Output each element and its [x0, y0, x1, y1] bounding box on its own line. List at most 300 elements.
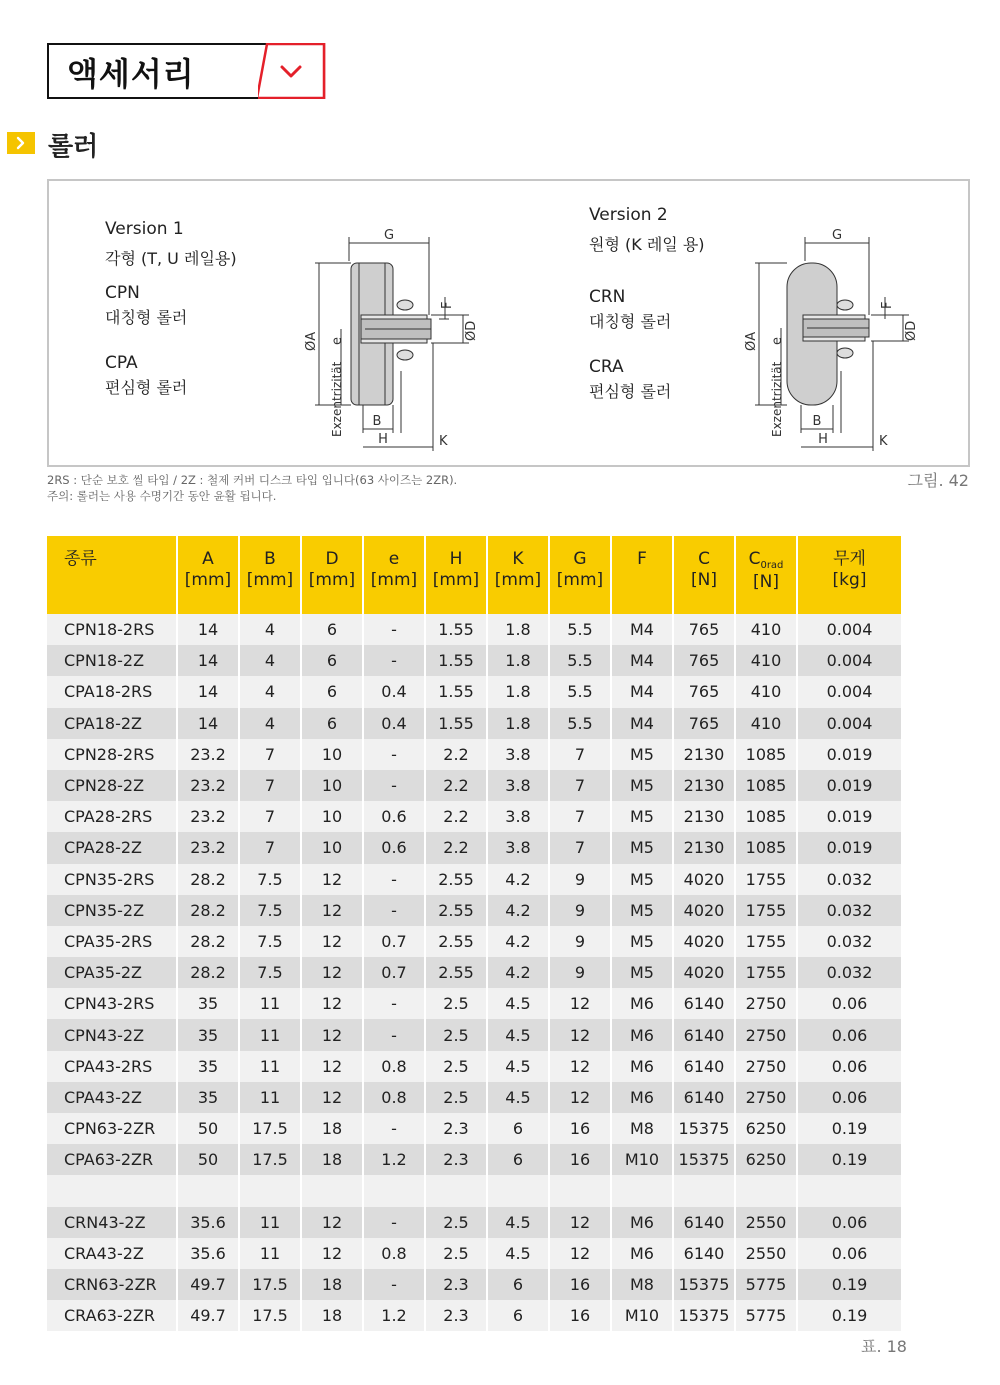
- value-cell: 4.2: [488, 926, 548, 957]
- value-cell: 3.8: [488, 770, 548, 801]
- header-unit: [mm]: [184, 570, 232, 590]
- type-cell: CPN63-2ZR: [47, 1113, 176, 1144]
- table-header-cell: [736, 536, 796, 614]
- value-cell: 5775: [736, 1269, 796, 1300]
- value-cell: 5.5: [550, 614, 610, 645]
- value-cell: 1755: [736, 864, 796, 895]
- table-header-cell: [178, 536, 238, 614]
- value-cell: 15375: [674, 1144, 734, 1175]
- value-cell: 0.032: [798, 864, 901, 895]
- value-cell: -: [364, 1269, 424, 1300]
- type-cell: CPN43-2Z: [47, 1019, 176, 1050]
- value-cell: 7.5: [240, 895, 300, 926]
- table-header-cell: [488, 536, 548, 614]
- value-cell: M6: [612, 988, 672, 1019]
- value-cell: 4.5: [488, 988, 548, 1019]
- type-cell: CPA43-2Z: [47, 1082, 176, 1113]
- table-row: [47, 614, 901, 645]
- dim-exzentrizitat-v2: Exzentrizität: [770, 361, 784, 437]
- value-cell: 1755: [736, 926, 796, 957]
- value-cell: 12: [302, 1051, 362, 1082]
- value-cell: 10: [302, 801, 362, 832]
- version2-desc2: 편심형 롤러: [589, 382, 672, 401]
- value-cell: 0.032: [798, 895, 901, 926]
- page-title: 액세서리: [67, 55, 195, 93]
- type-cell: CPA28-2Z: [47, 832, 176, 863]
- type-cell: CPN28-2Z: [47, 770, 176, 801]
- value-cell: M5: [612, 895, 672, 926]
- value-cell: 6140: [674, 1082, 734, 1113]
- value-cell: 0.8: [364, 1238, 424, 1269]
- dim-F-v1: F: [440, 301, 455, 309]
- value-cell: 12: [302, 926, 362, 957]
- header-subscript: 0rad: [760, 560, 784, 571]
- value-cell: 4.2: [488, 864, 548, 895]
- value-cell: -: [364, 645, 424, 676]
- value-cell: M5: [612, 926, 672, 957]
- value-cell: M5: [612, 957, 672, 988]
- value-cell: 11: [240, 1019, 300, 1050]
- value-cell: 1.8: [488, 676, 548, 707]
- value-cell: 4020: [674, 864, 734, 895]
- type-cell: CRN43-2Z: [47, 1207, 176, 1238]
- value-cell: 5.5: [550, 645, 610, 676]
- value-cell: M5: [612, 770, 672, 801]
- dim-D-v2: ØD: [904, 320, 919, 341]
- value-cell: 7: [550, 832, 610, 863]
- value-cell: 23.2: [178, 739, 238, 770]
- value-cell: -: [364, 1113, 424, 1144]
- value-cell: 11: [240, 1051, 300, 1082]
- value-cell: 2550: [736, 1238, 796, 1269]
- table-spacer-cell: [674, 1175, 734, 1206]
- value-cell: 18: [302, 1300, 362, 1331]
- value-cell: 6: [302, 708, 362, 739]
- value-cell: 765: [674, 614, 734, 645]
- table-spacer-cell: [364, 1175, 424, 1206]
- value-cell: 6250: [736, 1144, 796, 1175]
- value-cell: M5: [612, 739, 672, 770]
- value-cell: M4: [612, 708, 672, 739]
- header-unit: [N]: [691, 570, 717, 590]
- value-cell: 16: [550, 1113, 610, 1144]
- type-cell: CPA18-2RS: [47, 676, 176, 707]
- value-cell: 9: [550, 926, 610, 957]
- value-cell: 9: [550, 957, 610, 988]
- value-cell: M4: [612, 645, 672, 676]
- value-cell: 4.5: [488, 1019, 548, 1050]
- value-cell: 7: [550, 770, 610, 801]
- value-cell: 6: [302, 645, 362, 676]
- table-header-cell: [612, 536, 672, 614]
- value-cell: 2130: [674, 739, 734, 770]
- figure-caption: 그림. 42: [907, 471, 969, 490]
- value-cell: 35: [178, 1051, 238, 1082]
- type-cell: CPA63-2ZR: [47, 1144, 176, 1175]
- value-cell: 410: [736, 708, 796, 739]
- value-cell: 7: [240, 739, 300, 770]
- value-cell: 6: [302, 614, 362, 645]
- value-cell: M8: [612, 1269, 672, 1300]
- value-cell: 2.55: [426, 864, 486, 895]
- value-cell: 0.004: [798, 645, 901, 676]
- value-cell: 2.5: [426, 1019, 486, 1050]
- value-cell: 1.2: [364, 1300, 424, 1331]
- header-unit: [N]: [753, 572, 779, 592]
- value-cell: 7: [240, 801, 300, 832]
- category-dropdown-button[interactable]: [258, 43, 326, 99]
- header-label: e: [388, 549, 400, 569]
- value-cell: 12: [550, 1082, 610, 1113]
- table-header-cell: [674, 536, 734, 614]
- table-row: [47, 957, 901, 988]
- value-cell: 12: [550, 1238, 610, 1269]
- header-label: 무게: [833, 549, 866, 569]
- value-cell: 1.2: [364, 1144, 424, 1175]
- value-cell: 10: [302, 770, 362, 801]
- value-cell: 1085: [736, 739, 796, 770]
- version1-desc1: 대칭형 롤러: [105, 308, 188, 327]
- value-cell: 0.032: [798, 957, 901, 988]
- value-cell: M8: [612, 1113, 672, 1144]
- value-cell: 4: [240, 676, 300, 707]
- value-cell: 4020: [674, 895, 734, 926]
- table-row: [47, 1269, 901, 1300]
- header-label: G: [573, 549, 587, 569]
- value-cell: 0.019: [798, 801, 901, 832]
- value-cell: 1755: [736, 895, 796, 926]
- value-cell: 1.55: [426, 645, 486, 676]
- table-spacer-cell: [178, 1175, 238, 1206]
- header-unit: [mm]: [370, 570, 418, 590]
- value-cell: -: [364, 864, 424, 895]
- value-cell: 17.5: [240, 1300, 300, 1331]
- value-cell: 2750: [736, 1019, 796, 1050]
- value-cell: 3.8: [488, 801, 548, 832]
- value-cell: 1.55: [426, 614, 486, 645]
- table-header-cell: [240, 536, 300, 614]
- roller-spec-table: [45, 536, 903, 1331]
- value-cell: 4020: [674, 926, 734, 957]
- value-cell: 35.6: [178, 1238, 238, 1269]
- table-row: [47, 1300, 901, 1331]
- table-header-row: [47, 536, 901, 614]
- type-cell: CPA18-2Z: [47, 708, 176, 739]
- value-cell: 6: [488, 1300, 548, 1331]
- value-cell: 2.5: [426, 1051, 486, 1082]
- table-row: [47, 988, 901, 1019]
- value-cell: M5: [612, 801, 672, 832]
- table-row: [47, 1082, 901, 1113]
- value-cell: 35: [178, 1019, 238, 1050]
- section-marker: [7, 132, 35, 154]
- dim-B-v2: B: [812, 414, 822, 429]
- value-cell: 4020: [674, 957, 734, 988]
- value-cell: 14: [178, 708, 238, 739]
- type-cell: CPN35-2RS: [47, 864, 176, 895]
- header-unit: [mm]: [432, 570, 480, 590]
- value-cell: 2750: [736, 1082, 796, 1113]
- table-header-cell: [364, 536, 424, 614]
- value-cell: 7: [550, 739, 610, 770]
- value-cell: 6140: [674, 1051, 734, 1082]
- roller-drawing-v1: [289, 221, 489, 456]
- type-cell: CRA63-2ZR: [47, 1300, 176, 1331]
- type-cell: CPA43-2RS: [47, 1051, 176, 1082]
- header-label: A: [202, 549, 214, 569]
- value-cell: 6: [488, 1269, 548, 1300]
- dim-B-v1: B: [372, 414, 382, 429]
- value-cell: 5.5: [550, 708, 610, 739]
- value-cell: 12: [302, 988, 362, 1019]
- table-row: [47, 1175, 901, 1206]
- value-cell: 28.2: [178, 957, 238, 988]
- dim-e-v1: e: [330, 337, 345, 345]
- value-cell: 1085: [736, 801, 796, 832]
- value-cell: 10: [302, 832, 362, 863]
- table-row: [47, 770, 901, 801]
- value-cell: 2130: [674, 770, 734, 801]
- value-cell: 2.5: [426, 1082, 486, 1113]
- header-unit: [kg]: [832, 570, 867, 590]
- type-cell: CPN28-2RS: [47, 739, 176, 770]
- table-spacer-cell: [798, 1175, 901, 1206]
- value-cell: 7.5: [240, 864, 300, 895]
- dim-F-v2: F: [880, 301, 895, 309]
- header-label: D: [325, 549, 339, 569]
- value-cell: 23.2: [178, 801, 238, 832]
- version2-subtitle: 원형 (K 레일 용): [589, 235, 705, 254]
- value-cell: 0.019: [798, 832, 901, 863]
- value-cell: 0.06: [798, 1082, 901, 1113]
- value-cell: 11: [240, 988, 300, 1019]
- table-spacer-cell: [47, 1175, 176, 1206]
- value-cell: 12: [550, 1207, 610, 1238]
- value-cell: 12: [550, 1051, 610, 1082]
- dim-K-v2: K: [879, 434, 888, 449]
- dim-A-v1: ØA: [304, 331, 319, 351]
- value-cell: 0.7: [364, 926, 424, 957]
- table-spacer-cell: [240, 1175, 300, 1206]
- note-seal-types: 2RS : 단순 보호 씰 타입 / 2Z : 철제 커버 디스크 타입 입니다(63 사이즈는 2ZR).: [47, 473, 458, 487]
- value-cell: 5.5: [550, 676, 610, 707]
- value-cell: 50: [178, 1113, 238, 1144]
- table-row: [47, 832, 901, 863]
- table-row: [47, 864, 901, 895]
- value-cell: 1085: [736, 832, 796, 863]
- header-label: C: [748, 549, 761, 569]
- value-cell: -: [364, 1019, 424, 1050]
- table-header-cell: [302, 536, 362, 614]
- value-cell: M4: [612, 614, 672, 645]
- value-cell: 15375: [674, 1269, 734, 1300]
- value-cell: 2550: [736, 1207, 796, 1238]
- value-cell: 0.004: [798, 708, 901, 739]
- value-cell: 28.2: [178, 864, 238, 895]
- header-label: K: [512, 549, 524, 569]
- value-cell: 7: [240, 832, 300, 863]
- value-cell: M6: [612, 1019, 672, 1050]
- value-cell: 12: [302, 1082, 362, 1113]
- value-cell: 14: [178, 645, 238, 676]
- value-cell: 11: [240, 1238, 300, 1269]
- value-cell: 7.5: [240, 926, 300, 957]
- table-row: [47, 801, 901, 832]
- value-cell: 4: [240, 645, 300, 676]
- value-cell: 14: [178, 676, 238, 707]
- value-cell: 4.5: [488, 1207, 548, 1238]
- value-cell: 15375: [674, 1113, 734, 1144]
- value-cell: 6140: [674, 1238, 734, 1269]
- table-row: [47, 1238, 901, 1269]
- type-cell: CRA43-2Z: [47, 1238, 176, 1269]
- roller-diagram: [47, 179, 970, 467]
- value-cell: 2.3: [426, 1113, 486, 1144]
- value-cell: M6: [612, 1082, 672, 1113]
- table-row: [47, 708, 901, 739]
- header-label: 종류: [64, 549, 97, 569]
- value-cell: 49.7: [178, 1269, 238, 1300]
- version1-subtitle: 각형 (T, U 레일용): [105, 249, 237, 268]
- value-cell: 765: [674, 708, 734, 739]
- header-label: H: [449, 549, 463, 569]
- table-row: [47, 1144, 901, 1175]
- value-cell: 765: [674, 645, 734, 676]
- dim-D-v1: ØD: [464, 320, 479, 341]
- dim-H-v2: H: [818, 432, 828, 447]
- type-cell: CPN35-2Z: [47, 895, 176, 926]
- value-cell: 0.4: [364, 676, 424, 707]
- value-cell: M10: [612, 1300, 672, 1331]
- value-cell: 2.55: [426, 957, 486, 988]
- value-cell: M4: [612, 676, 672, 707]
- value-cell: 0.19: [798, 1269, 901, 1300]
- value-cell: 15375: [674, 1300, 734, 1331]
- value-cell: 2.55: [426, 926, 486, 957]
- value-cell: 410: [736, 676, 796, 707]
- table-header-cell: [426, 536, 486, 614]
- value-cell: 6: [302, 676, 362, 707]
- value-cell: 2.2: [426, 801, 486, 832]
- value-cell: 1085: [736, 770, 796, 801]
- value-cell: 2130: [674, 801, 734, 832]
- note-lubrication: 주의: 롤러는 사용 수명기간 동안 윤활 됩니다.: [47, 489, 277, 503]
- value-cell: 1.8: [488, 708, 548, 739]
- value-cell: 12: [302, 1238, 362, 1269]
- value-cell: 7.5: [240, 957, 300, 988]
- value-cell: 0.19: [798, 1300, 901, 1331]
- value-cell: -: [364, 988, 424, 1019]
- table-row: [47, 645, 901, 676]
- header-label: B: [264, 549, 276, 569]
- value-cell: 9: [550, 895, 610, 926]
- value-cell: 4: [240, 708, 300, 739]
- value-cell: 410: [736, 645, 796, 676]
- version1-type2: CPA: [105, 353, 138, 373]
- value-cell: 12: [302, 895, 362, 926]
- value-cell: -: [364, 614, 424, 645]
- value-cell: 0.06: [798, 1207, 901, 1238]
- value-cell: M5: [612, 864, 672, 895]
- value-cell: 0.019: [798, 770, 901, 801]
- value-cell: 0.06: [798, 988, 901, 1019]
- value-cell: 17.5: [240, 1144, 300, 1175]
- version2-desc1: 대칭형 롤러: [589, 312, 672, 331]
- table-header-cell: [798, 536, 901, 614]
- value-cell: 2.3: [426, 1144, 486, 1175]
- value-cell: 1.8: [488, 614, 548, 645]
- value-cell: 2.5: [426, 1207, 486, 1238]
- table-spacer-cell: [736, 1175, 796, 1206]
- type-cell: CRN63-2ZR: [47, 1269, 176, 1300]
- table-row: [47, 1051, 901, 1082]
- value-cell: 35: [178, 1082, 238, 1113]
- dim-G-v1: G: [383, 228, 395, 243]
- value-cell: 17.5: [240, 1113, 300, 1144]
- dim-e-v2: e: [770, 337, 785, 345]
- value-cell: 0.4: [364, 708, 424, 739]
- type-cell: CPN18-2Z: [47, 645, 176, 676]
- version2-title: Version 2: [589, 205, 668, 225]
- table-row: [47, 1019, 901, 1050]
- type-cell: CPN43-2RS: [47, 988, 176, 1019]
- value-cell: 765: [674, 676, 734, 707]
- table-row: [47, 1207, 901, 1238]
- value-cell: 4.2: [488, 957, 548, 988]
- value-cell: 12: [550, 1019, 610, 1050]
- value-cell: 9: [550, 864, 610, 895]
- value-cell: -: [364, 770, 424, 801]
- value-cell: 2130: [674, 832, 734, 863]
- value-cell: 4.2: [488, 895, 548, 926]
- version1-type1: CPN: [105, 283, 140, 303]
- value-cell: 23.2: [178, 770, 238, 801]
- value-cell: 12: [302, 864, 362, 895]
- value-cell: 0.06: [798, 1051, 901, 1082]
- value-cell: 1.55: [426, 708, 486, 739]
- value-cell: 28.2: [178, 895, 238, 926]
- version1-desc2: 편심형 롤러: [105, 378, 188, 397]
- value-cell: 35: [178, 988, 238, 1019]
- value-cell: -: [364, 739, 424, 770]
- value-cell: 0.019: [798, 739, 901, 770]
- value-cell: 0.19: [798, 1113, 901, 1144]
- value-cell: 12: [302, 957, 362, 988]
- type-cell: CPN18-2RS: [47, 614, 176, 645]
- header-label: C: [698, 549, 710, 569]
- value-cell: 10: [302, 739, 362, 770]
- version1-title: Version 1: [105, 219, 184, 239]
- value-cell: 2.3: [426, 1300, 486, 1331]
- value-cell: 18: [302, 1144, 362, 1175]
- value-cell: 2.3: [426, 1269, 486, 1300]
- value-cell: 17.5: [240, 1269, 300, 1300]
- value-cell: 0.004: [798, 614, 901, 645]
- table-body: [47, 614, 901, 1331]
- value-cell: 0.06: [798, 1019, 901, 1050]
- type-cell: CPA35-2RS: [47, 926, 176, 957]
- value-cell: M5: [612, 832, 672, 863]
- chevron-right-icon: [7, 132, 35, 154]
- value-cell: 0.6: [364, 832, 424, 863]
- type-cell: CPA28-2RS: [47, 801, 176, 832]
- table-row: [47, 926, 901, 957]
- value-cell: 12: [302, 1019, 362, 1050]
- value-cell: 16: [550, 1269, 610, 1300]
- roller-drawing-v2: [729, 221, 929, 456]
- table-row: [47, 739, 901, 770]
- value-cell: 0.19: [798, 1144, 901, 1175]
